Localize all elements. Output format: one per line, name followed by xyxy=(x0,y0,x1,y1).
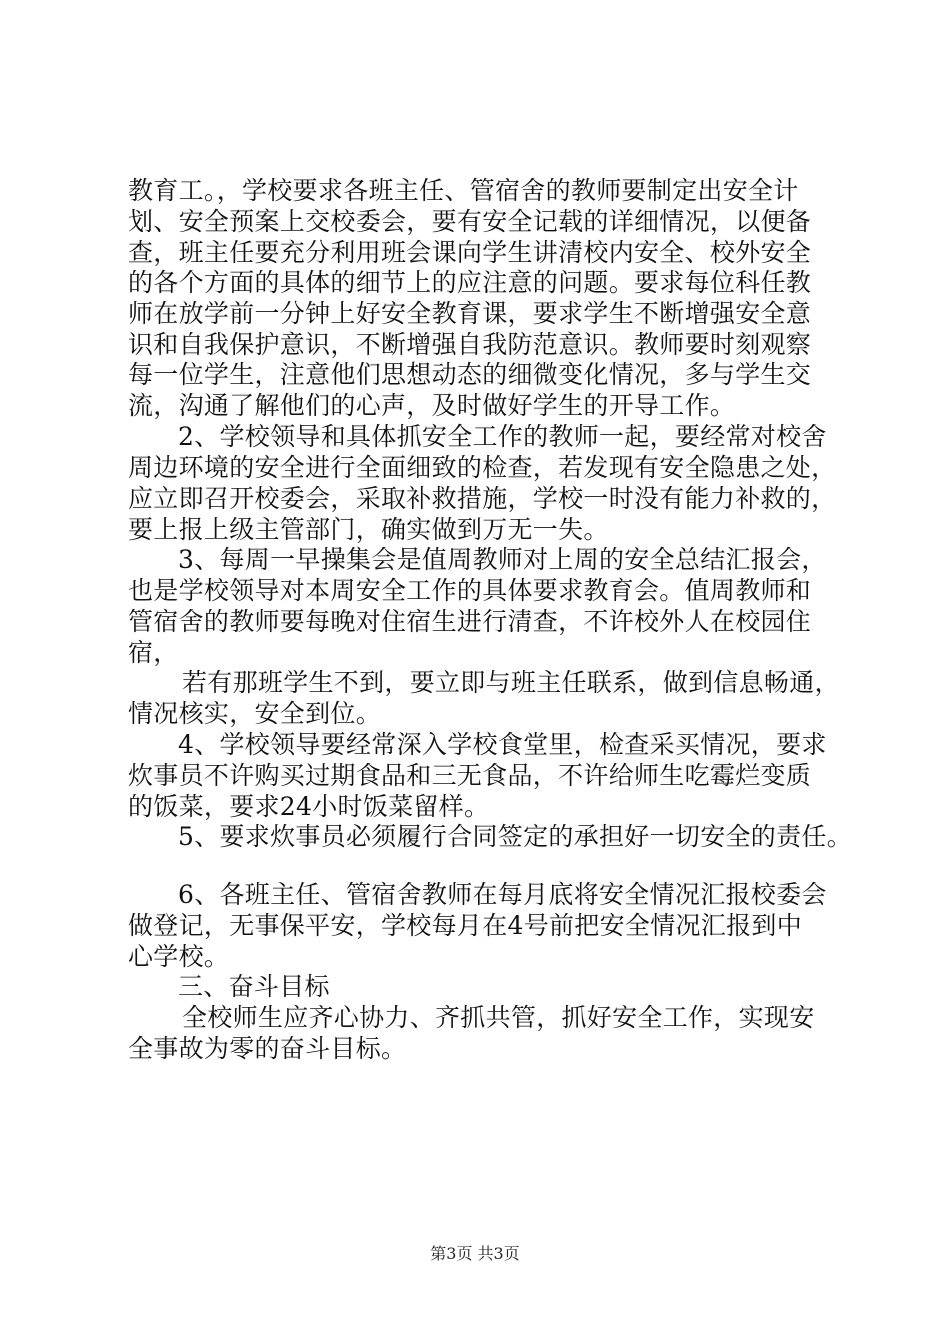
text-line: 全事故为零的奋斗目标。 xyxy=(128,1034,407,1063)
text-line: 情况核实，安全到位。 xyxy=(128,699,382,728)
text-line: 全校师生应齐心协力、齐抓共管，抓好安全工作，实现安 xyxy=(182,1003,815,1032)
text-line: 教育工。，学校要求各班主任、管宿舍的教师要制定出安全计 xyxy=(128,176,799,205)
text-line: 2、学校领导和具体抓安全工作的教师一起，要经常对校舍 xyxy=(178,422,827,451)
text-line: 也是学校领导对本周安全工作的具体要求教育会。值周教师和 xyxy=(128,576,812,605)
text-line: 流，沟通了解他们的心声，及时做好学生的开导工作。 xyxy=(128,391,736,420)
text-line: 宿， xyxy=(128,638,179,667)
text-line: 做登记，无事保平安，学校每月在4号前把安全情况汇报到中 xyxy=(128,911,803,940)
section-heading: 三、奋斗目标 xyxy=(178,972,330,1001)
text-line: 炊事员不许购买过期食品和三无食品，不许给师生吃霉烂变质 xyxy=(128,761,812,790)
text-line: 周边环境的安全进行全面细致的检查，若发现有安全隐患之处， xyxy=(128,453,837,482)
text-line: 4、学校领导要经常深入学校食堂里，检查采买情况，要求 xyxy=(178,730,827,759)
text-line: 划、安全预案上交校委会，要有安全记载的详细情况，以便备 xyxy=(128,207,812,236)
text-line: 识和自我保护意识，不断增强自我防范意识。教师要时刻观察 xyxy=(128,330,812,359)
text-line: 6、各班主任、管宿舍教师在每月底将安全情况汇报校委会 xyxy=(178,880,827,909)
text-line: 管宿舍的教师要每晚对住宿生进行清查，不许校外人在校园住 xyxy=(128,607,812,636)
text-line: 3、每周一早操集会是值周教师对上周的安全总结汇报会， xyxy=(178,545,827,574)
text-line: 每一位学生，注意他们思想动态的细微变化情况，多与学生交 xyxy=(128,360,812,389)
text-line: 的各个方面的具体的细节上的应注意的问题。要求每位科任教 xyxy=(128,268,812,297)
page-number-footer: 第3页 共3页 xyxy=(430,1244,520,1263)
text-line: 的饭菜，要求24小时饭菜留样。 xyxy=(128,792,490,821)
text-line: 师在放学前一分钟上好安全教育课，要求学生不断增强安全意 xyxy=(128,299,812,328)
text-line: 若有那班学生不到，要立即与班主任联系，做到信息畅通， xyxy=(182,668,840,697)
text-line: 要上报上级主管部门，确实做到万无一失。 xyxy=(128,515,609,544)
text-line: 心学校。 xyxy=(128,942,230,971)
text-line: 应立即召开校委会，采取补救措施，学校一时没有能力补救的， xyxy=(128,484,837,513)
text-line: 查，班主任要充分利用班会课向学生讲清校内安全、校外安全 xyxy=(128,238,812,267)
text-line: 5、要求炊事员必须履行合同签定的承担好一切安全的责任。 xyxy=(178,822,853,851)
